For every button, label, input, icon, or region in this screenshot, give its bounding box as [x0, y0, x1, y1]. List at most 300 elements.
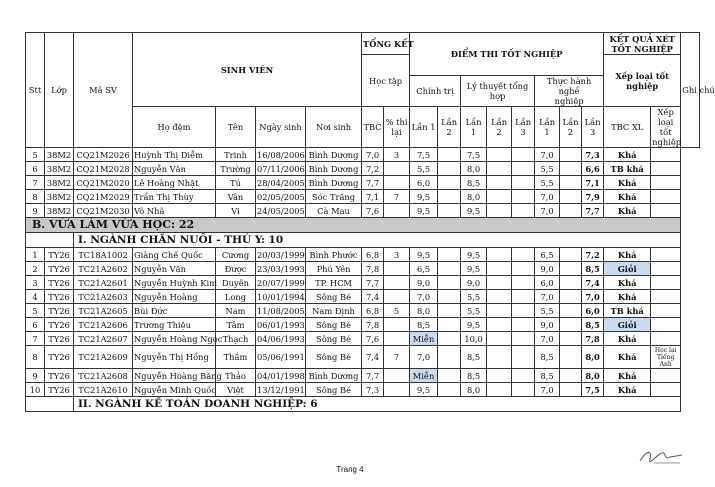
cell-noi-sinh: Sông Bé — [306, 318, 362, 332]
cell-masv: CQ21M2028 — [74, 162, 133, 176]
cell-xep-loai: Khá — [604, 190, 651, 204]
section-b-row — [26, 218, 700, 233]
cell-masv: CQ21M2026 — [74, 148, 133, 162]
cell-lt-lan2 — [487, 148, 512, 162]
cell-tbc-xl: 7,8 — [582, 332, 604, 346]
cell-tbc-xl: 8,5 — [582, 318, 604, 332]
cell-lt-lan2 — [487, 204, 512, 218]
cell-ngay-sinh: 07/11/2006 — [257, 163, 305, 174]
table-row — [26, 369, 700, 383]
cell-xep-loai: Giỏi — [604, 262, 651, 276]
cell-pct-thi-lai — [384, 276, 410, 290]
table-row — [26, 346, 700, 369]
cell-ghi-chu — [651, 190, 681, 204]
cell-tbc: 7,8 — [362, 318, 384, 332]
cell-lt-lan1: 9,5 — [461, 262, 487, 276]
col-chinh-tri: Chính trị — [410, 76, 461, 107]
col-ngay-sinh: Ngày sinh — [256, 107, 306, 148]
cell-xep-loai: Khá — [604, 248, 651, 262]
cell-lt-lan1: 8,5 — [461, 369, 487, 383]
cell-masv: TC21A2610 — [74, 383, 133, 397]
cell-th-lan2 — [560, 290, 582, 304]
cell-ct-lan1: Miễn — [410, 369, 438, 383]
cell-lop: TY26 — [45, 248, 74, 262]
cell-ho-dem: Nguyễn Hoàng Băng — [134, 370, 222, 381]
cell-pct-thi-lai — [384, 332, 410, 346]
col-th-lan1: Lần 1 — [535, 107, 560, 148]
col-sinh-vien: SINH VIÊN — [133, 33, 362, 107]
cell-lt-lan3 — [512, 204, 535, 218]
cell-ct-lan2 — [438, 248, 461, 262]
table-row — [26, 204, 700, 218]
cell-th-lan2 — [560, 369, 582, 383]
cell-tbc: 7,8 — [362, 262, 384, 276]
cell-lt-lan3 — [512, 248, 535, 262]
cell-lop: TY26 — [45, 304, 74, 318]
col-lt-lan3: Lần 3 — [512, 107, 535, 148]
cell-pct-thi-lai — [384, 383, 410, 397]
cell-xep-loai: TB khá — [604, 304, 651, 318]
cell-ghi-chu — [651, 162, 681, 176]
cell-lt-lan3 — [512, 332, 535, 346]
cell-th-lan1: 6,0 — [535, 276, 560, 290]
cell-ct-lan2 — [438, 290, 461, 304]
cell-th-lan2 — [560, 318, 582, 332]
cell-stt: 6 — [26, 162, 45, 176]
cell-lt-lan3 — [512, 346, 535, 369]
cell-ngay-sinh: 24/05/2005 — [257, 205, 305, 216]
cell-ten: Tâm — [216, 318, 256, 332]
cell-noi-sinh: Sông Bé — [306, 346, 362, 369]
cell-ngay-sinh: 02/05/2005 — [257, 191, 305, 202]
cell-th-lan1: 7,0 — [535, 332, 560, 346]
cell-th-lan2 — [560, 276, 582, 290]
table-row — [26, 262, 700, 276]
cell-lt-lan1: 9,5 — [461, 248, 487, 262]
table-row — [26, 318, 700, 332]
cell-th-lan2 — [560, 148, 582, 162]
cell-ho-dem: Trương Thiệu — [133, 318, 216, 332]
cell-ct-lan2 — [438, 383, 461, 397]
cell-ten: Thạch — [216, 332, 256, 346]
cell-ho-dem: Nguyễn Văn — [133, 162, 216, 176]
cell-stt: 10 — [26, 383, 45, 397]
cell-noi-sinh: Bình Phước — [306, 248, 362, 262]
col-noi-sinh: Nơi sinh — [306, 107, 362, 148]
cell-lt-lan2 — [487, 176, 512, 190]
cell-th-lan2 — [560, 162, 582, 176]
col-ct-lan2: Lần 2 — [438, 107, 461, 148]
cell-lop: 38M2 — [45, 176, 74, 190]
col-ghi-chu: Ghi chú — [681, 33, 700, 148]
cell-th-lan1: 7,0 — [535, 204, 560, 218]
cell-tbc-xl: 7,0 — [582, 290, 604, 304]
table-row — [26, 148, 700, 162]
cell-stt: 2 — [26, 262, 45, 276]
cell-ngay-sinh: 13/12/1991 — [257, 384, 305, 395]
cell-ngay-sinh: 16/08/2006 — [257, 149, 305, 160]
cell-tbc: 7,0 — [362, 148, 384, 162]
cell-tbc: 7,4 — [362, 290, 384, 304]
cell-lt-lan3 — [512, 148, 535, 162]
cell-ct-lan2 — [438, 304, 461, 318]
cell-noi-sinh: Sông Bé — [306, 290, 362, 304]
cell-ho-dem: Nguyễn Hoàng — [133, 290, 216, 304]
cell-tbc-xl: 8,5 — [582, 262, 604, 276]
cell-ho-dem: Nguyễn Huỳnh Kim — [134, 277, 217, 288]
cell-th-lan2 — [560, 383, 582, 397]
cell-lt-lan1: 8,0 — [461, 383, 487, 397]
cell-ct-lan2 — [438, 276, 461, 290]
cell-lt-lan3 — [512, 318, 535, 332]
col-stt: Stt — [26, 33, 45, 148]
cell-tbc: 7,7 — [362, 369, 384, 383]
cell-ngay-sinh: 11/08/2005 — [257, 305, 305, 316]
cell-ct-lan2 — [438, 176, 461, 190]
cell-ngay-sinh: 20/07/1999 — [257, 277, 305, 288]
cell-ten: Trinh — [216, 148, 256, 162]
cell-ngay-sinh: 06/01/1993 — [257, 319, 305, 330]
cell-lt-lan3 — [512, 304, 535, 318]
cell-ct-lan1: 9,0 — [410, 276, 438, 290]
cell-ten: Vi — [216, 204, 256, 218]
cell-ho-dem: Bùi Đức — [133, 304, 216, 318]
cell-masv: TC21A2603 — [74, 290, 133, 304]
cell-ho-dem: Giàng Chế Quốc — [133, 248, 216, 262]
cell-noi-sinh: Phú Yên — [306, 262, 362, 276]
cell-lt-lan1: 7,5 — [461, 148, 487, 162]
cell-lop: 38M2 — [45, 204, 74, 218]
cell-tbc: 6,8 — [362, 304, 384, 318]
cell-th-lan1: 7,0 — [535, 190, 560, 204]
col-tbc-xl: TBC XL — [604, 107, 651, 148]
cell-th-lan1: 7,0 — [535, 383, 560, 397]
cell-ghi-chu — [651, 176, 681, 190]
cell-xep-loai: Khá — [604, 332, 651, 346]
cell-tbc-xl: 7,4 — [582, 276, 604, 290]
cell-lt-lan2 — [487, 290, 512, 304]
cell-th-lan1: 7,0 — [535, 290, 560, 304]
section-ii-title: II. NGÀNH KẾ TOÁN DOANH NGHIỆP: 6 — [74, 397, 681, 412]
cell-ten: Trường — [216, 162, 256, 176]
col-tbc: TBC — [362, 107, 384, 148]
cell-th-lan1: 8,5 — [535, 369, 560, 383]
col-xep-loai-tn: Xếp loại tốt nghiệp — [604, 55, 681, 107]
cell-xep-loai: Khá — [604, 276, 651, 290]
cell-masv: TC21A2609 — [74, 346, 133, 369]
cell-ngay-sinh: 04/06/1993 — [257, 333, 305, 344]
cell-noi-sinh: Sông Bé — [306, 332, 362, 346]
cell-ct-lan2 — [438, 190, 461, 204]
cell-masv: TC18A1002 — [74, 248, 133, 262]
cell-pct-thi-lai — [384, 262, 410, 276]
cell-ct-lan2 — [438, 204, 461, 218]
cell-lop: TY26 — [45, 262, 74, 276]
cell-pct-thi-lai — [384, 162, 410, 176]
cell-pct-thi-lai — [384, 369, 410, 383]
cell-tbc: 7,2 — [362, 162, 384, 176]
cell-ghi-chu — [651, 318, 681, 332]
section-i-title: I. NGÀNH CHĂN NUÔI - THÚ Y: 10 — [74, 233, 681, 248]
cell-ten: Thảo — [216, 369, 256, 383]
cell-stt: 9 — [26, 204, 45, 218]
cell-ghi-chu — [651, 369, 681, 383]
section-i-row — [26, 233, 700, 248]
table-row — [26, 383, 700, 397]
cell-masv: TC21A2602 — [74, 262, 133, 276]
cell-ct-lan2 — [438, 148, 461, 162]
cell-noi-sinh: Nam Định — [306, 304, 362, 318]
cell-lt-lan2 — [487, 190, 512, 204]
cell-ngay-sinh: 23/03/1993 — [257, 263, 305, 274]
cell-stt: 5 — [26, 304, 45, 318]
cell-xep-loai: Giỏi — [604, 318, 651, 332]
cell-stt: 1 — [26, 248, 45, 262]
cell-lop: 38M2 — [45, 190, 74, 204]
cell-th-lan2 — [560, 262, 582, 276]
col-ten: Tên — [216, 107, 256, 148]
table-row — [26, 276, 700, 290]
cell-noi-sinh: Sông Bé — [306, 383, 362, 397]
cell-lt-lan3 — [512, 276, 535, 290]
cell-ct-lan1: 9,5 — [410, 204, 438, 218]
results-table-container — [25, 32, 715, 412]
col-thuc-hanh: Thực hành nghề nghiệp — [535, 76, 604, 107]
cell-ghi-chu — [651, 262, 681, 276]
cell-pct-thi-lai — [384, 290, 410, 304]
cell-tbc: 7,3 — [362, 383, 384, 397]
cell-lt-lan1: 8,0 — [461, 190, 487, 204]
cell-stt: 8 — [26, 346, 45, 369]
cell-pct-thi-lai — [384, 176, 410, 190]
cell-tbc: 7,6 — [362, 204, 384, 218]
cell-lt-lan2 — [487, 248, 512, 262]
cell-lt-lan1: 8,0 — [461, 162, 487, 176]
cell-ten: Được — [216, 262, 256, 276]
cell-ngay-sinh: 20/03/1999 — [257, 249, 305, 260]
cell-th-lan1: 5,5 — [535, 176, 560, 190]
cell-lt-lan1: 8,5 — [461, 346, 487, 369]
cell-lt-lan2 — [487, 369, 512, 383]
cell-noi-sinh: Bình Dương — [306, 162, 362, 176]
cell-th-lan2 — [560, 332, 582, 346]
cell-xep-loai: Khá — [604, 204, 651, 218]
cell-noi-sinh: TP. HCM — [306, 276, 362, 290]
col-lt-lan1: Lần 1 — [461, 107, 487, 148]
cell-ct-lan2 — [438, 162, 461, 176]
cell-ho-dem: Nguyễn Văn — [133, 262, 216, 276]
cell-th-lan2 — [560, 248, 582, 262]
col-th-lan3: Lần 3 — [582, 107, 604, 148]
cell-lt-lan2 — [487, 383, 512, 397]
cell-lt-lan3 — [512, 190, 535, 204]
col-lop: Lớp — [45, 33, 74, 148]
cell-masv: CQ21M2030 — [74, 204, 133, 218]
cell-lt-lan1: 5,5 — [461, 290, 487, 304]
cell-stt: 4 — [26, 290, 45, 304]
cell-ghi-chu — [651, 332, 681, 346]
cell-ct-lan1: 9,5 — [410, 248, 438, 262]
cell-th-lan2 — [560, 304, 582, 318]
cell-lop: 38M2 — [45, 162, 74, 176]
cell-lop: TY26 — [45, 318, 74, 332]
cell-lt-lan3 — [512, 369, 535, 383]
cell-stt: 5 — [26, 148, 45, 162]
cell-noi-sinh: Bình Dương — [306, 148, 362, 162]
cell-xep-loai: Khá — [604, 346, 651, 369]
cell-ghi-chu — [651, 248, 681, 262]
cell-pct-thi-lai: 3 — [384, 148, 410, 162]
cell-lop: TY26 — [45, 290, 74, 304]
table-row — [26, 304, 700, 318]
cell-pct-thi-lai: 3 — [384, 248, 410, 262]
cell-th-lan2 — [560, 346, 582, 369]
table-row — [26, 190, 700, 204]
cell-masv: TC21A2606 — [74, 318, 133, 332]
col-hoc-tap: Học tập — [362, 55, 410, 107]
cell-lop: TY26 — [45, 276, 74, 290]
cell-ghi-chu — [651, 383, 681, 397]
cell-ct-lan1: 7,0 — [410, 290, 438, 304]
cell-lt-lan2 — [487, 318, 512, 332]
cell-ngay-sinh: 05/06/1991 — [256, 346, 306, 369]
cell-ten: Cương — [216, 248, 256, 262]
cell-xep-loai: Khá — [604, 383, 651, 397]
col-ket-qua: KẾT QUẢ XÉT TỐT NGHIỆP — [604, 33, 681, 55]
cell-ho-dem: Huỳnh Thị Diễm — [133, 148, 216, 162]
cell-noi-sinh: Cà Mau — [306, 204, 362, 218]
col-xep-loai: Xếp loại tốt nghiệp — [652, 107, 682, 147]
cell-ct-lan1: Miễn — [410, 332, 438, 346]
cell-noi-sinh: Bình Dương — [306, 369, 362, 383]
col-tong-ket: TỔNG KẾT — [362, 33, 410, 55]
cell-tbc-xl: 8,0 — [582, 346, 604, 369]
cell-ho-dem: Trần Thị Thùy — [133, 190, 216, 204]
col-th-lan2: Lần 2 — [560, 107, 582, 148]
cell-ho-dem: Nguyễn Thị Hồng — [133, 346, 216, 369]
cell-tbc-xl: 7,3 — [582, 148, 604, 162]
cell-ho-dem: Võ Nhã — [133, 204, 216, 218]
cell-ngay-sinh: 28/04/2005 — [257, 177, 305, 188]
cell-masv: TC21A2605 — [74, 304, 133, 318]
cell-pct-thi-lai — [384, 204, 410, 218]
cell-th-lan2 — [560, 190, 582, 204]
cell-th-lan1: 8,5 — [535, 346, 560, 369]
cell-masv: TC21A2608 — [74, 369, 133, 383]
cell-th-lan1: 7,0 — [535, 148, 560, 162]
cell-lt-lan3 — [512, 383, 535, 397]
cell-ct-lan1: 8,5 — [410, 318, 438, 332]
col-ct-lan1: Lần 1 — [410, 107, 438, 148]
cell-lt-lan1: 9,0 — [461, 276, 487, 290]
cell-th-lan2 — [560, 204, 582, 218]
results-table — [25, 32, 715, 412]
cell-tbc-xl: 7,9 — [582, 190, 604, 204]
cell-ten: Việt — [216, 383, 256, 397]
cell-tbc-xl: 8,0 — [582, 369, 604, 383]
cell-ten: Duyên — [216, 276, 256, 290]
cell-th-lan2 — [560, 176, 582, 190]
cell-tbc: 6,8 — [362, 248, 384, 262]
cell-tbc-xl: 7,5 — [582, 383, 604, 397]
cell-ghi-chu — [651, 304, 681, 318]
cell-xep-loai: TB khá — [604, 162, 651, 176]
cell-lt-lan3 — [512, 262, 535, 276]
cell-ten: Long — [216, 290, 256, 304]
cell-ghi-chu — [651, 290, 681, 304]
table-row — [26, 332, 700, 346]
cell-ghi-chu — [651, 204, 681, 218]
cell-tbc-xl: 7,1 — [582, 176, 604, 190]
cell-tbc: 7,7 — [362, 176, 384, 190]
table-row — [26, 176, 700, 190]
cell-masv: TC21A2607 — [74, 332, 133, 346]
cell-ten: Nam — [216, 304, 256, 318]
section-ii-row — [26, 397, 700, 412]
section-b-title: B. VỪA LÀM VỪA HỌC: 22 — [26, 218, 681, 233]
cell-ngay-sinh: 10/01/1994 — [257, 291, 305, 302]
cell-ct-lan1: 7,0 — [410, 346, 438, 369]
cell-ten: Vân — [216, 190, 256, 204]
col-ho-dem: Họ đệm — [133, 107, 216, 148]
cell-xep-loai: Khá — [604, 176, 651, 190]
cell-ho-dem: Lê Hoàng Nhật — [133, 176, 216, 190]
cell-lt-lan1: 10,0 — [461, 332, 487, 346]
cell-th-lan1: 5,5 — [535, 304, 560, 318]
cell-ghi-chu: Học lại Tiếng Anh — [651, 346, 681, 369]
cell-pct-thi-lai: 7 — [384, 346, 410, 369]
page-number: Trang 4 — [336, 465, 364, 474]
cell-lt-lan3 — [512, 162, 535, 176]
cell-tbc-xl: 6,0 — [582, 304, 604, 318]
table-row — [26, 248, 700, 262]
cell-stt: 7 — [26, 332, 45, 346]
cell-ho-dem: Nguyễn Minh Quốc — [134, 384, 217, 395]
cell-pct-thi-lai — [384, 318, 410, 332]
cell-lt-lan1: 9,5 — [461, 318, 487, 332]
cell-ct-lan1: 7,5 — [410, 148, 438, 162]
col-masv: Mã SV — [74, 33, 133, 148]
cell-lop: TY26 — [45, 332, 74, 346]
table-row — [26, 290, 700, 304]
cell-lt-lan2 — [487, 276, 512, 290]
col-ly-thuyet: Lý thuyết tổng hợp — [461, 76, 535, 107]
cell-lt-lan1: 8,5 — [461, 176, 487, 190]
cell-th-lan1: 9,0 — [535, 262, 560, 276]
cell-xep-loai: Khá — [604, 369, 651, 383]
cell-lt-lan2 — [487, 332, 512, 346]
cell-ct-lan2 — [438, 369, 461, 383]
cell-lt-lan2 — [487, 262, 512, 276]
cell-ct-lan1: 6,0 — [410, 176, 438, 190]
col-pct-thi-lai: % thi lại — [384, 107, 410, 148]
cell-th-lan1: 9,0 — [535, 318, 560, 332]
table-row — [26, 162, 700, 176]
cell-ct-lan1: 6,5 — [410, 262, 438, 276]
cell-ghi-chu — [651, 148, 681, 162]
cell-noi-sinh: Bình Dương — [306, 176, 362, 190]
cell-noi-sinh: Sóc Trăng — [306, 190, 362, 204]
cell-tbc-xl: 7,2 — [582, 248, 604, 262]
cell-tbc: 7,1 — [362, 190, 384, 204]
cell-lt-lan2 — [487, 346, 512, 369]
cell-stt: 3 — [26, 276, 45, 290]
cell-ct-lan1: 9,5 — [410, 190, 438, 204]
cell-stt: 8 — [26, 190, 45, 204]
cell-lop: TY26 — [45, 346, 74, 369]
cell-tbc: 7,7 — [362, 276, 384, 290]
cell-ct-lan2 — [438, 318, 461, 332]
